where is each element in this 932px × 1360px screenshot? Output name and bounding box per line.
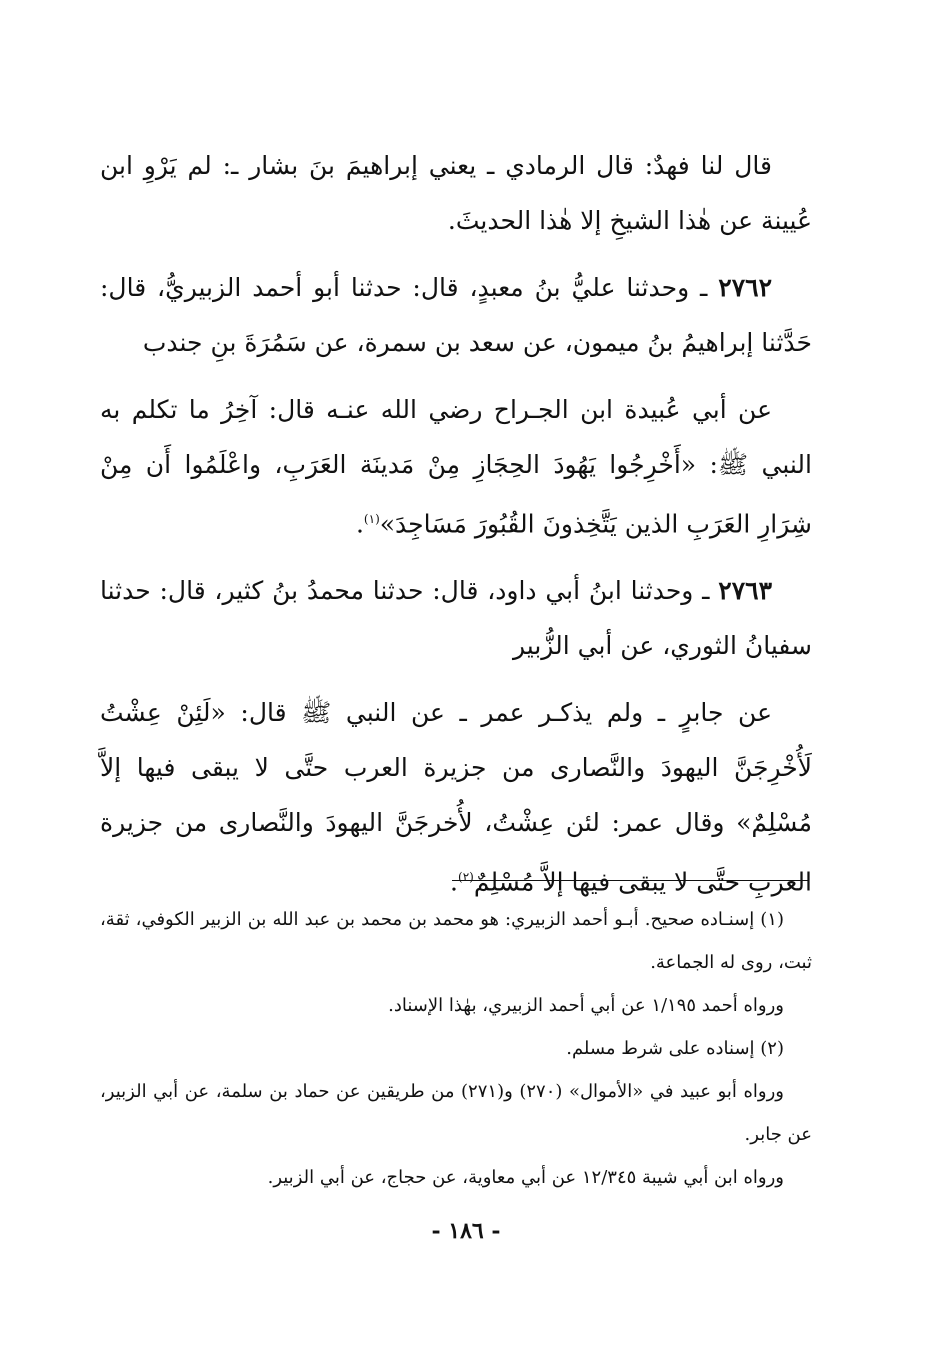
paragraph-5-text: عن جابرٍ ـ ولم يذكـر عمر ـ عن النبي ﷺ قال: «لَئِنْ عِشْتُ لَأُخْرِجَنَّ اليهودَ والنَّصارى من جزيرة العرب حتَّى لا يبقى فيها إلاَّ مُسْلِمٌ» وقال عمر: لئن عِشْتُ، لأُخرجَنَّ اليهودَ والنَّصارى من جزيرة العربِ حتَّى لا يبقى فيها إلاَّ مُسْلِمٌ [100, 698, 812, 897]
footnotes [100, 898, 812, 1199]
hadith-chain: ـ وحدثنا عليُّ بنُ معبدٍ، قال: حدثنا أبو أحمد الزبيريُّ، قال: حَدَّثنا إبراهيمُ بنُ ميمون، عن سعد بن سمرة، عن سَمُرَةَ بنِ جندب [100, 273, 812, 357]
footnote-2-source-2: ورواه ابن أبي شيبة ١٢/٣٤٥ عن أبي معاوية، عن حجاج، عن أبي الزبير. [267, 1167, 784, 1188]
hadith-number: ٢٧٦٢ [718, 273, 772, 302]
footnote-1: (١) إسنـاده صحيح. أبـو أحمد الزبيري: هو محمد بن محمد بن عبد الله بن الزبير الكوفي، ثقة، ثبت، روى له الجماعة. [100, 909, 812, 973]
paragraph-3-text: عن أبي عُبيدة ابن الجـراح رضي الله عنـه قال: آخِرُ ما تكلم به النبي ﷺ: «أَخْرِجُوا يَهُودَ الحِجَازِ مِنْ مَدينَة العَرَبِ، واعْلَمُوا أَن مِنْ شِرَارِ العَرَبِ الذين يَتَّخِذونَ القُبُورَ مَسَاجِدَ» [100, 395, 812, 539]
footnote-2-source: ورواه أبو عبيد في «الأموال» (٢٧٠) و(٢٧١) من طريقين عن حماد بن سلمة، عن أبي الزبير، عن جابر. [100, 1081, 812, 1145]
footnote-ref-1[interactable]: (١) [363, 512, 380, 526]
hadith-2762 [100, 260, 812, 370]
hadith-2763 [100, 563, 812, 673]
footnote-divider [452, 880, 808, 881]
footnote-ref-2[interactable]: (٢) [458, 870, 474, 885]
paragraph-5 [100, 685, 812, 909]
period: . [355, 509, 364, 539]
paragraph-1 [100, 138, 812, 248]
main-text [100, 138, 812, 922]
hadith-number: ٢٧٦٣ [718, 576, 772, 606]
paragraph-1-text: قال لنا فهدٌ: قال الرمادي ـ يعني إبراهيمَ بنَ بشار ـ: لم يَرْوِ ابن عُيينة عن هٰذا الشيخِ إلا هٰذا الحديثَ. [100, 151, 812, 235]
paragraph-3 [100, 382, 812, 551]
hadith-chain: ـ وحدثنا ابنُ أبي داود، قال: حدثنا محمدُ بنُ كثير، قال: حدثنا سفيانُ الثوري، عن أبي الزُّبير [100, 576, 812, 661]
page-number: - ١٨٦ - [431, 1218, 501, 1244]
footnote-1-source: ورواه أحمد ١/١٩٥ عن أبي أحمد الزبيري، بهٰذا الإسناد. [388, 995, 784, 1016]
footnote-2: (٢) إسناده على شرط مسلم. [566, 1038, 784, 1059]
period: . [450, 867, 458, 897]
